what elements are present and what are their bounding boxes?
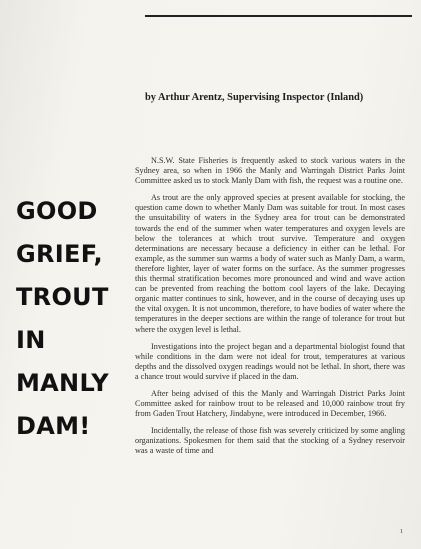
headline-line: GOOD — [16, 197, 98, 225]
headline — [16, 190, 136, 448]
paragraph: After being advised of this the Manly and Warringah District Parks Joint Committee asked for rainbow trout to be released and 10,000 rainbow trout fry from Gaden Trout Hatchery, Jindabyne, were introduced in December, 1966. — [135, 388, 405, 419]
headline-line: IN — [16, 326, 46, 354]
byline: by Arthur Arentz, Supervising Inspector (Inland) — [145, 92, 364, 103]
headline-line: TROUT — [16, 283, 109, 311]
article-body — [135, 156, 405, 464]
top-rule — [145, 15, 412, 17]
paragraph: Incidentally, the release of those fish was severely criticized by some angling organizations. Spokesmen for them said that the stocking of a Sydney reservoir was a waste of time and — [135, 426, 405, 456]
headline-line: GRIEF, — [16, 240, 103, 268]
headline-line: DAM! — [16, 412, 91, 440]
paragraph: N.S.W. State Fisheries is frequently asked to stock various waters in the Sydney area, so when in 1966 the Manly and Warringah District Parks Joint Committee asked us to stock Manly Dam with fish, the request was a routine one. — [135, 156, 405, 186]
paragraph: Investigations into the project began and a departmental biologist found that while conditions in the dam were not ideal for trout, temperatures at various depths and the dissolved oxygen readings would not be lethal. In short, there was a chance trout would survive if placed in the dam. — [135, 341, 405, 381]
paragraph: As trout are the only approved species at present available for stocking, the question came down to whether Manly Dam was suitable for trout. In most cases the unsuitability of waters in the Sydney area for trout can be demonstrated towards the end of the summer when water temperatures and oxygen levels are below the tolerances at which trout survive. Temperature and oxygen determinations are necessary because a deficiency in either can be lethal. For example, as the summer sun warms a body of water such as Manly Dam, a warm, therefore lighter, layer of water forms on the surface. As the summer progresses this thermal stratification becomes more pronounced and wind and wave action can be prevented from reaching the bottom cool layers of the lake. Decaying organic matter continues to sink, however, and in the course of decaying uses up the vital oxygen. It is not uncommon, therefore, to have bodies of water where the temperatures in the deeper sections are within the range of tolerance for trout but where the oxygen level is lethal. — [135, 193, 405, 334]
headline-line: MANLY — [16, 369, 109, 397]
page-number: 1 — [400, 529, 403, 535]
